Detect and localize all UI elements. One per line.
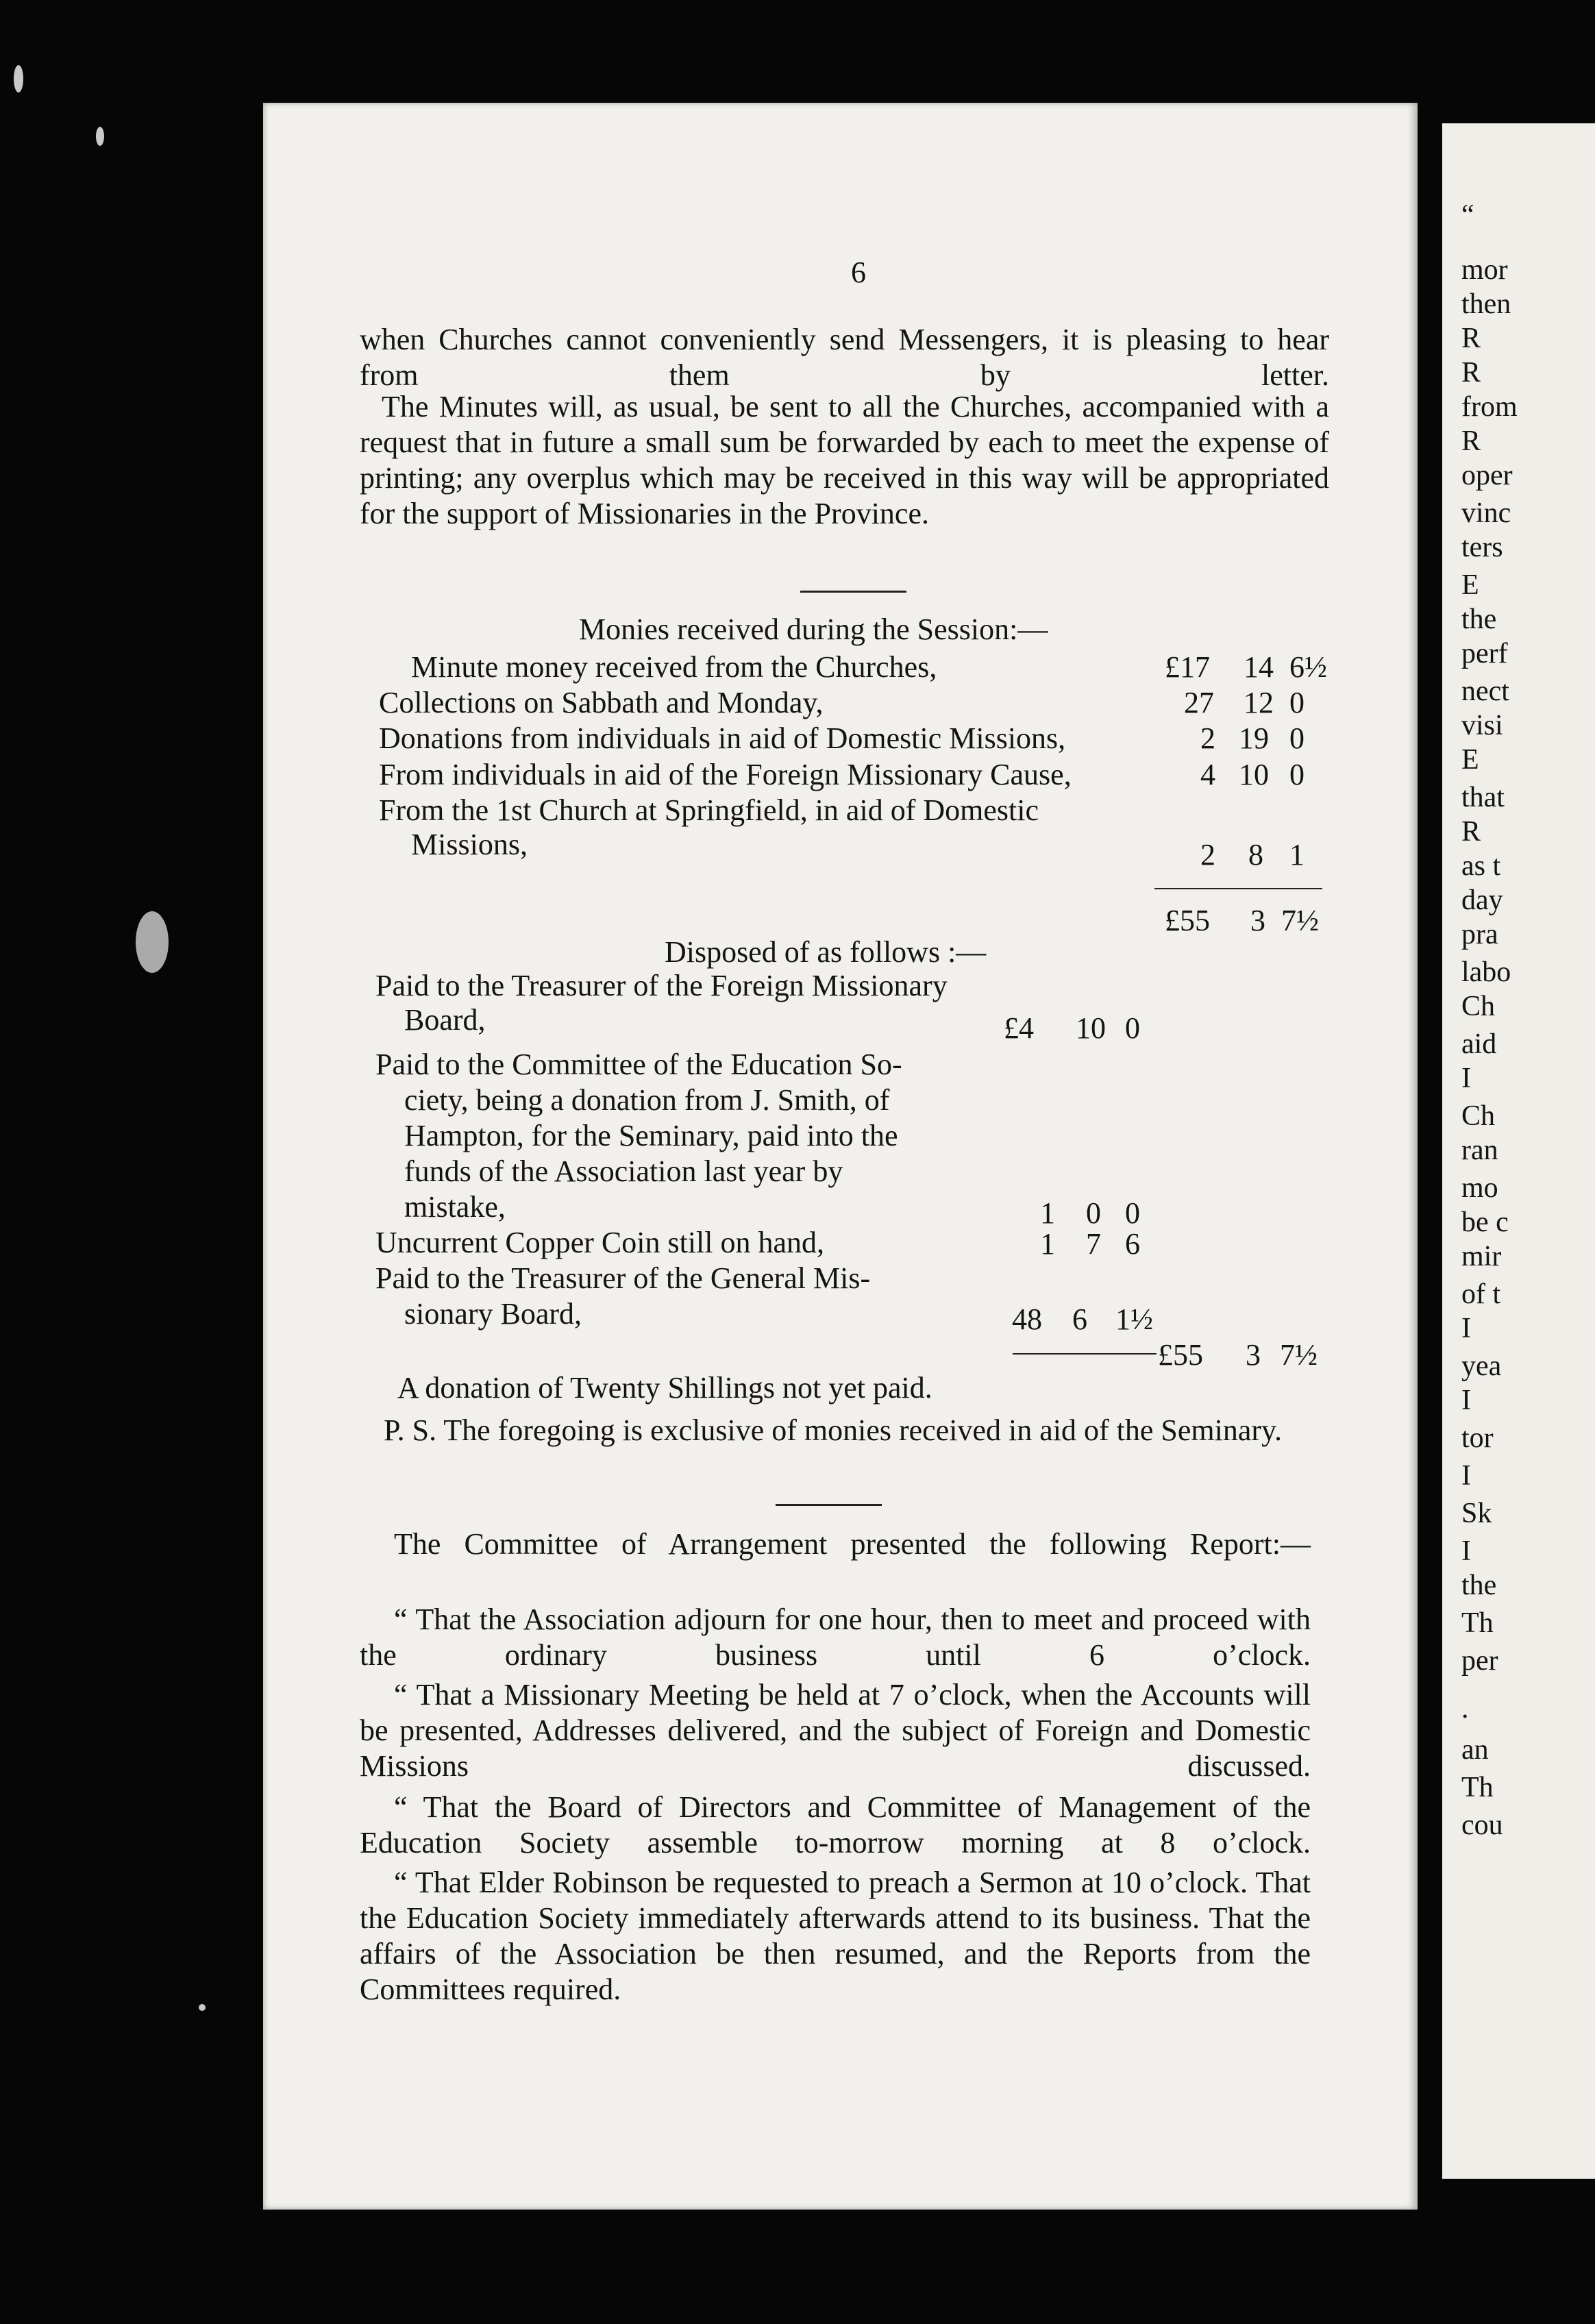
disbursement-pence: 0 — [1125, 1011, 1140, 1045]
adjacent-page-text: ran — [1461, 1135, 1498, 1166]
receipt-pounds: £17 — [1165, 650, 1210, 684]
receipts-total-shillings: 3 — [1250, 904, 1265, 937]
adjacent-page-text: R — [1461, 323, 1481, 354]
receipt-pence: 0 — [1289, 721, 1305, 755]
adjacent-page-text: mor — [1461, 254, 1508, 286]
receipt-shillings: 19 — [1239, 721, 1269, 755]
adjacent-page-text: Ch — [1461, 991, 1496, 1022]
disbursement-line: ciety, being a donation from J. Smith, of — [404, 1083, 890, 1117]
disbursement-shillings: 0 — [1086, 1196, 1101, 1230]
note-unpaid-donation: A donation of Twenty Shillings not yet paid. — [397, 1371, 932, 1405]
disbursement-line: mistake, — [404, 1190, 506, 1224]
disbursement-shillings: 7 — [1086, 1227, 1101, 1261]
adjacent-page-text: of t — [1461, 1278, 1501, 1310]
adjacent-page-text: mir — [1461, 1241, 1502, 1272]
adjacent-page-text: I — [1461, 1385, 1471, 1416]
disbursement-line: Paid to the Committee of the Education So- — [375, 1048, 902, 1081]
disbursement-line: Hampton, for the Seminary, paid into the — [404, 1119, 898, 1152]
receipt-label: From the 1st Church at Springfield, in aid of Domestic — [379, 793, 1039, 827]
disbursement-pounds: 1 — [1040, 1227, 1055, 1261]
disbursements-heading: Disposed of as follows :— — [665, 935, 987, 969]
adjacent-page-text: the — [1461, 1570, 1497, 1601]
receipt-label: From individuals in aid of the Foreign Missionary Cause, — [379, 758, 1072, 791]
disbursement-shillings: 6 — [1072, 1302, 1087, 1336]
adjacent-page-text: tor — [1461, 1422, 1494, 1454]
intro-paragraph-2: The Minutes will, as usual, be sent to all the Churches, accompanied with a request that in future a small sum be forwarded by each to meet the expense of printing; any overplus which may be received in this way will be appropriated for the support of Missionaries in the Province. — [360, 390, 1329, 530]
disbursements-total-pounds: £55 — [1158, 1338, 1203, 1372]
adjacent-page-text: vinc — [1461, 497, 1511, 529]
receipt-pence: 6½ — [1289, 650, 1327, 684]
disbursements-total-pence: 7½ — [1280, 1338, 1318, 1372]
disbursement-pounds: 48 — [1012, 1302, 1042, 1336]
receipt-shillings: 10 — [1239, 758, 1269, 791]
disbursement-line: Board, — [404, 1003, 486, 1037]
committee-intro: The Committee of Arrangement presented the following Report:— — [394, 1527, 1311, 1561]
total-rule — [1154, 888, 1322, 889]
adjacent-page-text: yea — [1461, 1350, 1502, 1382]
disbursement-pence: 6 — [1125, 1227, 1140, 1261]
adjacent-page-text: that — [1461, 782, 1505, 813]
disbursement-pence: 0 — [1125, 1196, 1140, 1230]
intro-paragraph-1: when Churches cannot conveniently send Messengers, it is pleasing to hear from them by letter. — [360, 323, 1329, 392]
adjacent-page-text: cou — [1461, 1809, 1503, 1841]
adjacent-page-text: an — [1461, 1734, 1489, 1766]
adjacent-page-text: per — [1461, 1645, 1498, 1677]
receipt-pence: 0 — [1289, 686, 1305, 719]
receipt-label: Donations from individuals in aid of Domestic Missions, — [379, 721, 1066, 755]
disbursement-shillings: 10 — [1076, 1011, 1106, 1045]
disbursement-pounds: 1 — [1040, 1196, 1055, 1230]
note-postscript: P. S. The foregoing is exclusive of monies received in aid of the Seminary. — [384, 1413, 1283, 1447]
receipts-heading: Monies received during the Session:— — [579, 613, 1048, 646]
disbursement-line: funds of the Association last year by — [404, 1154, 843, 1188]
page-number: 6 — [851, 256, 866, 289]
adjacent-page-text: the — [1461, 604, 1497, 635]
disbursements-total-shillings: 3 — [1246, 1338, 1261, 1372]
adjacent-page-text: from — [1461, 391, 1518, 423]
section-divider — [776, 1504, 882, 1506]
scan-speck — [14, 65, 23, 92]
committee-resolution-3: “ That the Board of Directors and Committee of Management of the Education Society assemble to-morrow morning at 8 o’clock. — [360, 1790, 1311, 1859]
adjacent-page-text: I — [1461, 1460, 1471, 1492]
adjacent-page-text: perf — [1461, 638, 1508, 669]
receipt-shillings: 8 — [1248, 838, 1263, 872]
adjacent-page-text: Th — [1461, 1607, 1494, 1639]
receipt-pounds: 27 — [1184, 686, 1214, 719]
adjacent-page-text: R — [1461, 816, 1481, 848]
receipt-label: Minute money received from the Churches, — [411, 650, 937, 684]
receipt-pence: 1 — [1289, 838, 1305, 872]
receipts-total-pounds: £55 — [1165, 904, 1210, 937]
disbursement-line: Uncurrent Copper Coin still on hand, — [375, 1226, 825, 1259]
adjacent-page-text: I — [1461, 1535, 1471, 1567]
adjacent-page-text: R — [1461, 425, 1481, 457]
disbursement-line: sionary Board, — [404, 1297, 582, 1331]
adjacent-page-text: labo — [1461, 956, 1511, 988]
receipt-shillings: 14 — [1244, 650, 1274, 684]
receipt-pounds: 4 — [1200, 758, 1215, 791]
adjacent-page-text: visi — [1461, 710, 1503, 741]
disbursement-pounds: £4 — [1004, 1011, 1034, 1045]
scan-speck — [96, 127, 104, 146]
disbursement-line: Paid to the Treasurer of the Foreign Missionary — [375, 969, 948, 1002]
section-divider — [800, 591, 906, 593]
receipt-label-continued: Missions, — [411, 828, 528, 861]
adjacent-page-text: oper — [1461, 460, 1513, 491]
adjacent-page-text: nect — [1461, 676, 1509, 707]
adjacent-page-text: day — [1461, 885, 1503, 916]
adjacent-page-text: I — [1461, 1313, 1471, 1344]
receipts-total-pence: 7½ — [1281, 904, 1319, 937]
disbursement-pence: 1½ — [1115, 1302, 1153, 1336]
adjacent-page-text: R — [1461, 357, 1481, 388]
adjacent-page-text: Th — [1461, 1772, 1494, 1803]
scan-speck — [199, 2004, 206, 2011]
adjacent-page-text: be c — [1461, 1207, 1509, 1238]
adjacent-page-text: Ch — [1461, 1100, 1496, 1132]
adjacent-page-text: . — [1461, 1693, 1469, 1725]
adjacent-page-text: ters — [1461, 532, 1503, 563]
adjacent-page-text: as t — [1461, 850, 1501, 882]
receipt-label: Collections on Sabbath and Monday, — [379, 686, 824, 719]
committee-resolution-1: “ That the Association adjourn for one hour, then to meet and proceed with the ordinary business until 6 o’clock. — [360, 1603, 1311, 1672]
receipt-pence: 0 — [1289, 758, 1305, 791]
adjacent-page-text: then — [1461, 288, 1511, 320]
disbursement-line: Paid to the Treasurer of the General Mis- — [375, 1261, 871, 1295]
total-rule — [1013, 1353, 1157, 1355]
adjacent-page-fragment — [1442, 123, 1595, 2179]
adjacent-page-text: aid — [1461, 1028, 1497, 1060]
adjacent-page-text: “ — [1461, 199, 1474, 231]
adjacent-page-text: mo — [1461, 1172, 1498, 1204]
receipt-pounds: 2 — [1200, 838, 1215, 872]
adjacent-page-text: I — [1461, 1063, 1471, 1094]
receipt-shillings: 12 — [1244, 686, 1274, 719]
committee-resolution-2: “ That a Missionary Meeting be held at 7 o’clock, when the Accounts will be presented, Addresses delivered, and the subject of Foreign and Domestic Missions discussed. — [360, 1678, 1311, 1783]
adjacent-page-text: Sk — [1461, 1498, 1492, 1529]
scan-speck — [136, 911, 169, 973]
committee-resolution-4: “ That Elder Robinson be requested to preach a Sermon at 10 o’clock. That the Education Society immediately afterwards attend to its business. That the affairs of the Association be then resumed, and the Reports from the Committees required. — [360, 1866, 1311, 2006]
receipt-pounds: 2 — [1200, 721, 1215, 755]
adjacent-page-text: E — [1461, 744, 1479, 776]
adjacent-page-text: E — [1461, 569, 1479, 601]
adjacent-page-text: pra — [1461, 919, 1498, 950]
